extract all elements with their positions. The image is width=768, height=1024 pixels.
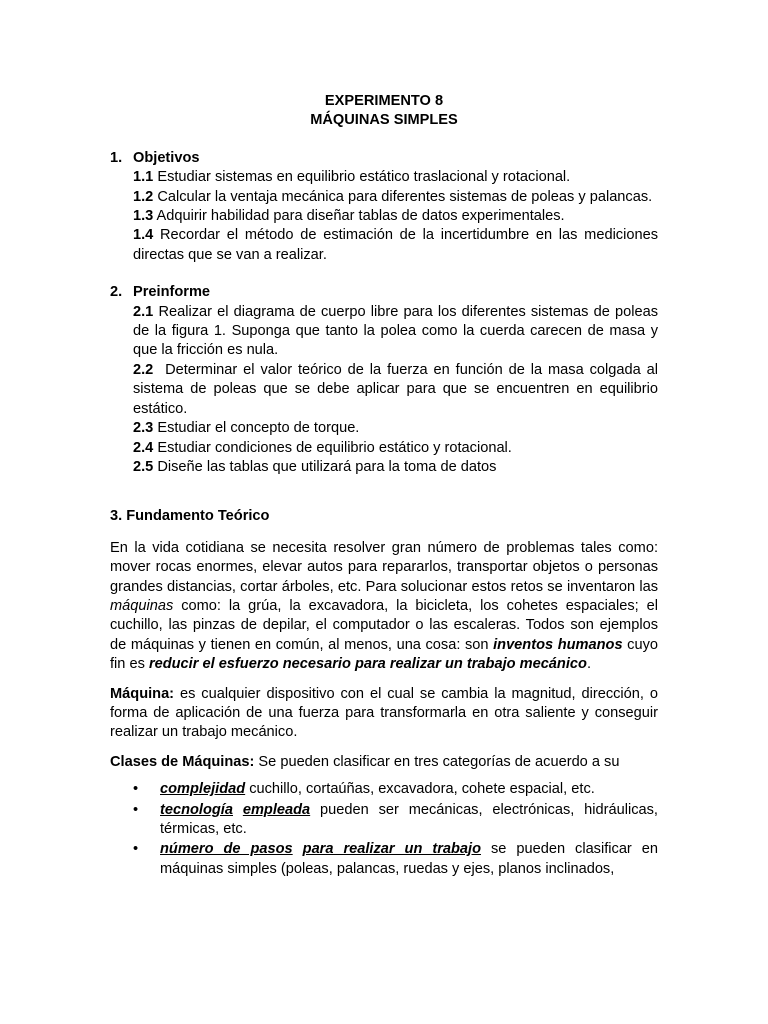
list-item (133, 207, 658, 226)
item-number: 1.2 (133, 188, 154, 205)
item-text: pueden ser mecánicas, electrónicas, hidráulicas, térmicas, etc. (160, 801, 658, 837)
paragraph-text: cuyo fin es (110, 636, 658, 673)
item-text: Diseñe las tablas que utilizará para la toma de datos (153, 458, 497, 475)
list-item (133, 303, 658, 361)
list-item (133, 361, 663, 419)
section-number: 1. (110, 149, 123, 166)
emphasis-text: reducir el esfuerzo necesario para realizar un trabajo mecánico (148, 656, 587, 673)
item-text: Estudiar el concepto de torque. (153, 420, 360, 437)
item-number: 2.4 (133, 439, 154, 456)
section-fundamento (110, 507, 658, 879)
spacer (110, 477, 658, 507)
item-number: 1.1 (133, 169, 154, 186)
list-item (133, 226, 658, 265)
keyword: empleada (242, 801, 311, 818)
item-text: Realizar el diagrama de cuerpo libre para los diferentes sistemas de poleas de la figura 1. Suponga que tanto la polea como la cuerda carecen de masa y que la fricción es nula. (133, 303, 658, 359)
list-item (133, 458, 658, 477)
emphasis-text: inventos humanos (493, 636, 623, 653)
bullet-list (110, 780, 658, 879)
item-text: Adquirir habilidad para diseñar tablas de datos experimentales. (153, 208, 565, 225)
section-number: 2. (110, 284, 123, 301)
item-text: Calcular la ventaja mecánica para diferentes sistemas de poleas y palancas. (153, 188, 653, 205)
item-number: 2.2 (133, 361, 154, 378)
definition-label: Máquina: (110, 685, 175, 702)
section-heading (110, 283, 658, 302)
paragraph-text: Se pueden clasificar en tres categorías de acuerdo a su (254, 753, 620, 770)
item-number: 1.4 (133, 227, 154, 244)
item-number: 2.5 (133, 458, 154, 475)
paragraph-definition (110, 685, 658, 743)
bullet-icon: • (133, 801, 139, 818)
section-preinforme (110, 283, 663, 477)
section-title: Preinforme (133, 284, 211, 301)
list-item (133, 439, 658, 458)
emphasis-text: máquinas (110, 597, 174, 614)
list-item (133, 780, 658, 799)
keyword: número de pasos (160, 841, 293, 858)
section-heading: 3. Fundamento Teórico (110, 508, 270, 525)
paragraph-text: . (586, 656, 591, 673)
paragraph-intro (110, 539, 658, 675)
item-number: 2.3 (133, 420, 154, 437)
item-text: Determinar el valor teórico de la fuerza en función de la masa colgada al sistema de poleas que se debe aplicar para que se encuentren en equilibrio estático. (133, 361, 663, 417)
list-item (133, 188, 658, 207)
paragraph-classes (110, 753, 658, 772)
list-item (133, 419, 658, 438)
keyword: para realizar un trabajo (302, 841, 481, 858)
item-number: 2.1 (133, 303, 154, 320)
section-heading (110, 149, 658, 168)
section-objetivos (110, 149, 658, 265)
keyword: tecnología (160, 801, 233, 818)
experiment-title: EXPERIMENTO 8 (324, 93, 444, 109)
item-text: Estudiar sistemas en equilibrio estático traslacional y rotacional. (153, 169, 571, 186)
list-item (133, 801, 658, 840)
bullet-icon: • (133, 841, 139, 858)
keyword: complejidad (160, 781, 246, 798)
item-text: cuchillo, cortaúñas, excavadora, cohete espacial, etc. (245, 781, 595, 798)
spacer (110, 265, 658, 283)
item-text: Estudiar condiciones de equilibrio estático y rotacional. (153, 439, 512, 456)
list-item (133, 840, 658, 879)
paragraph-text: como: la grúa, la excavadora, la bicicleta, los cohetes espaciales; el cuchillo, las pinzas de depilar, el computador o las escaleras. Todos son ejemplos de máquinas y tienen en común, al menos, una cosa: son (110, 597, 658, 653)
paragraph-text: es cualquier dispositivo con el cual se cambia la magnitud, dirección, o forma de aplicación de una fuerza para transformarla en otra saliente y conseguir realizar un trabajo mecánico. (110, 685, 658, 741)
paragraph-text: En la vida cotidiana se necesita resolver gran número de problemas tales como: mover rocas enormes, elevar autos para repararlos, transportar objetos o personas grandes distancias, cortar árboles, etc. Para solucionar estos retos se inventaron las (110, 539, 658, 595)
definition-label: Clases de Máquinas: (110, 753, 255, 770)
section-title: Objetivos (133, 149, 200, 166)
bullet-icon: • (133, 781, 139, 798)
experiment-subject: MÁQUINAS SIMPLES (310, 112, 458, 129)
list-item (133, 168, 658, 187)
item-text: Recordar el método de estimación de la incertidumbre en las mediciones directas que se van a realizar. (133, 227, 658, 263)
item-text: se pueden clasificar en máquinas simples (poleas, palancas, ruedas y ejes, planos inclinados, (160, 841, 658, 877)
item-number: 1.3 (133, 208, 154, 225)
